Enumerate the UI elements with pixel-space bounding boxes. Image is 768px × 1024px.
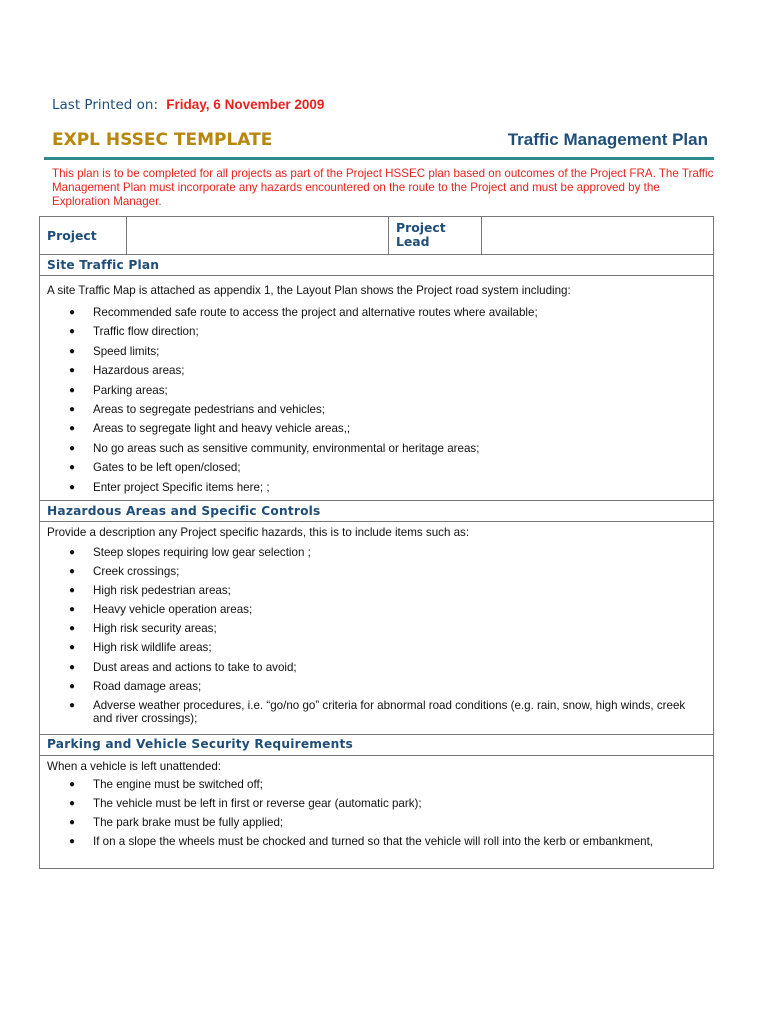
list-item: [40, 622, 700, 636]
table-divider: [40, 275, 713, 276]
project-lead-label-line1: Project: [396, 220, 446, 235]
list-item-text: Enter project Specific items here; ;: [93, 480, 270, 494]
list-item-text: Gates to be left open/closed;: [93, 461, 241, 475]
intro-paragraph: This plan is to be completed for all projects as part of the Project HSSEC plan based on outcomes of the Project FRA. The Traffic Management Plan must incorporate any hazards encountered on the route to the Project and must be approved by the Exploration Manager.: [52, 167, 714, 208]
list-item: [40, 345, 700, 359]
table-divider: [40, 755, 713, 756]
list-item: [40, 403, 700, 417]
list-item-text: Hazardous areas;: [93, 364, 185, 378]
site-traffic-list: [40, 306, 700, 500]
bullet-icon: ●: [69, 798, 76, 810]
list-item: [40, 364, 700, 378]
parking-intro: When a vehicle is left unattended:: [47, 760, 222, 773]
bullet-icon: ●: [69, 623, 76, 635]
table-divider: [40, 254, 713, 255]
list-item-text: High risk wildlife areas;: [93, 641, 212, 655]
last-printed-date: Friday, 6 November 2009: [166, 97, 325, 112]
bullet-icon: ●: [69, 442, 76, 454]
parking-heading: Parking and Vehicle Security Requirements: [47, 737, 354, 751]
list-item: [40, 546, 700, 560]
plan-table: [39, 216, 714, 869]
bullet-icon: ●: [69, 836, 76, 848]
bullet-icon: ●: [69, 326, 76, 338]
list-item-text: Traffic flow direction;: [93, 325, 199, 339]
list-item-text: Adverse weather procedures, i.e. “go/no go” criteria for abnormal road conditions (e.g. rain, snow, high winds, creek and river crossings);: [93, 698, 686, 726]
list-item-text: Areas to segregate pedestrians and vehicles;: [93, 402, 326, 416]
list-item: [40, 778, 700, 792]
list-item-text: No go areas such as sensitive community, environmental or heritage areas;: [93, 441, 480, 455]
bullet-icon: ●: [69, 604, 76, 616]
project-lead-label: [396, 221, 446, 249]
list-item: [40, 306, 700, 320]
document-title: Traffic Management Plan: [507, 130, 708, 149]
project-lead-value-field[interactable]: [483, 218, 711, 252]
table-divider: [40, 734, 713, 735]
bullet-icon: ●: [69, 661, 76, 673]
table-divider: [126, 217, 127, 254]
list-item-text: Creek crossings;: [93, 565, 180, 579]
table-divider: [40, 521, 713, 522]
bullet-icon: ●: [69, 817, 76, 829]
bullet-icon: ●: [69, 403, 76, 415]
list-item: [40, 481, 700, 495]
bullet-icon: ●: [69, 345, 76, 357]
list-item-text: Areas to segregate light and heavy vehicle areas,;: [93, 422, 351, 436]
list-item-text: Dust areas and actions to take to avoid;: [93, 660, 297, 674]
template-title: EXPL HSSEC TEMPLATE: [52, 130, 273, 150]
parking-list: [40, 778, 700, 854]
bullet-icon: ●: [69, 462, 76, 474]
hazardous-heading: Hazardous Areas and Specific Controls: [47, 504, 321, 518]
list-item-text: Speed limits;: [93, 344, 160, 358]
list-item-text: Heavy vehicle operation areas;: [93, 603, 253, 617]
hazardous-intro: Provide a description any Project specific hazards, this is to include items such as:: [47, 526, 470, 539]
hazardous-list: [40, 546, 700, 731]
project-value-field[interactable]: [128, 218, 426, 252]
list-item: [40, 422, 700, 436]
bullet-icon: ●: [69, 642, 76, 654]
list-item-text: The vehicle must be left in first or reverse gear (automatic park);: [93, 797, 422, 811]
list-item: [40, 816, 700, 830]
table-divider: [40, 500, 713, 501]
list-item-text: Steep slopes requiring low gear selection ;: [93, 546, 311, 559]
bullet-icon: ●: [69, 585, 76, 597]
site-traffic-heading: Site Traffic Plan: [47, 258, 160, 272]
bullet-icon: ●: [69, 307, 76, 318]
bullet-icon: ●: [69, 779, 76, 790]
bullet-icon: ●: [69, 566, 76, 578]
list-item: [40, 835, 700, 849]
bullet-icon: ●: [69, 384, 76, 396]
table-divider: [481, 217, 482, 254]
list-item: [40, 384, 700, 398]
list-item-text: Parking areas;: [93, 383, 168, 397]
list-item: [40, 442, 700, 456]
list-item-text: High risk security areas;: [93, 622, 217, 636]
list-item-text: The engine must be switched off;: [93, 778, 263, 791]
last-printed-line: [52, 97, 324, 113]
project-lead-label-line2: Lead: [396, 234, 430, 249]
project-label: Project: [47, 228, 97, 243]
bullet-icon: ●: [69, 680, 76, 692]
document-header: [52, 128, 708, 156]
list-item: [40, 797, 700, 811]
list-item-text: Road damage areas;: [93, 679, 202, 693]
list-item: [40, 584, 700, 598]
list-item: [40, 699, 700, 726]
list-item: [40, 325, 700, 339]
bullet-icon: ●: [69, 481, 76, 493]
list-item: [40, 461, 700, 475]
bullet-icon: ●: [69, 547, 76, 558]
list-item-text: The park brake must be fully applied;: [93, 816, 284, 830]
header-divider: [44, 157, 714, 160]
list-item: [40, 565, 700, 579]
table-divider: [388, 217, 389, 254]
last-printed-label: Last Printed on:: [52, 97, 158, 113]
list-item: [40, 661, 700, 675]
list-item: [40, 680, 700, 694]
list-item: [40, 603, 700, 617]
bullet-icon: ●: [69, 423, 76, 435]
list-item-text: If on a slope the wheels must be chocked and turned so that the vehicle will roll into the kerb or embankment,: [93, 835, 654, 849]
list-item-text: Recommended safe route to access the project and alternative routes where available;: [93, 306, 538, 319]
site-traffic-intro: A site Traffic Map is attached as appendix 1, the Layout Plan shows the Project road system including:: [47, 284, 571, 297]
list-item: [40, 641, 700, 655]
bullet-icon: ●: [69, 365, 76, 377]
bullet-icon: ●: [69, 699, 76, 711]
list-item-text: High risk pedestrian areas;: [93, 584, 231, 598]
